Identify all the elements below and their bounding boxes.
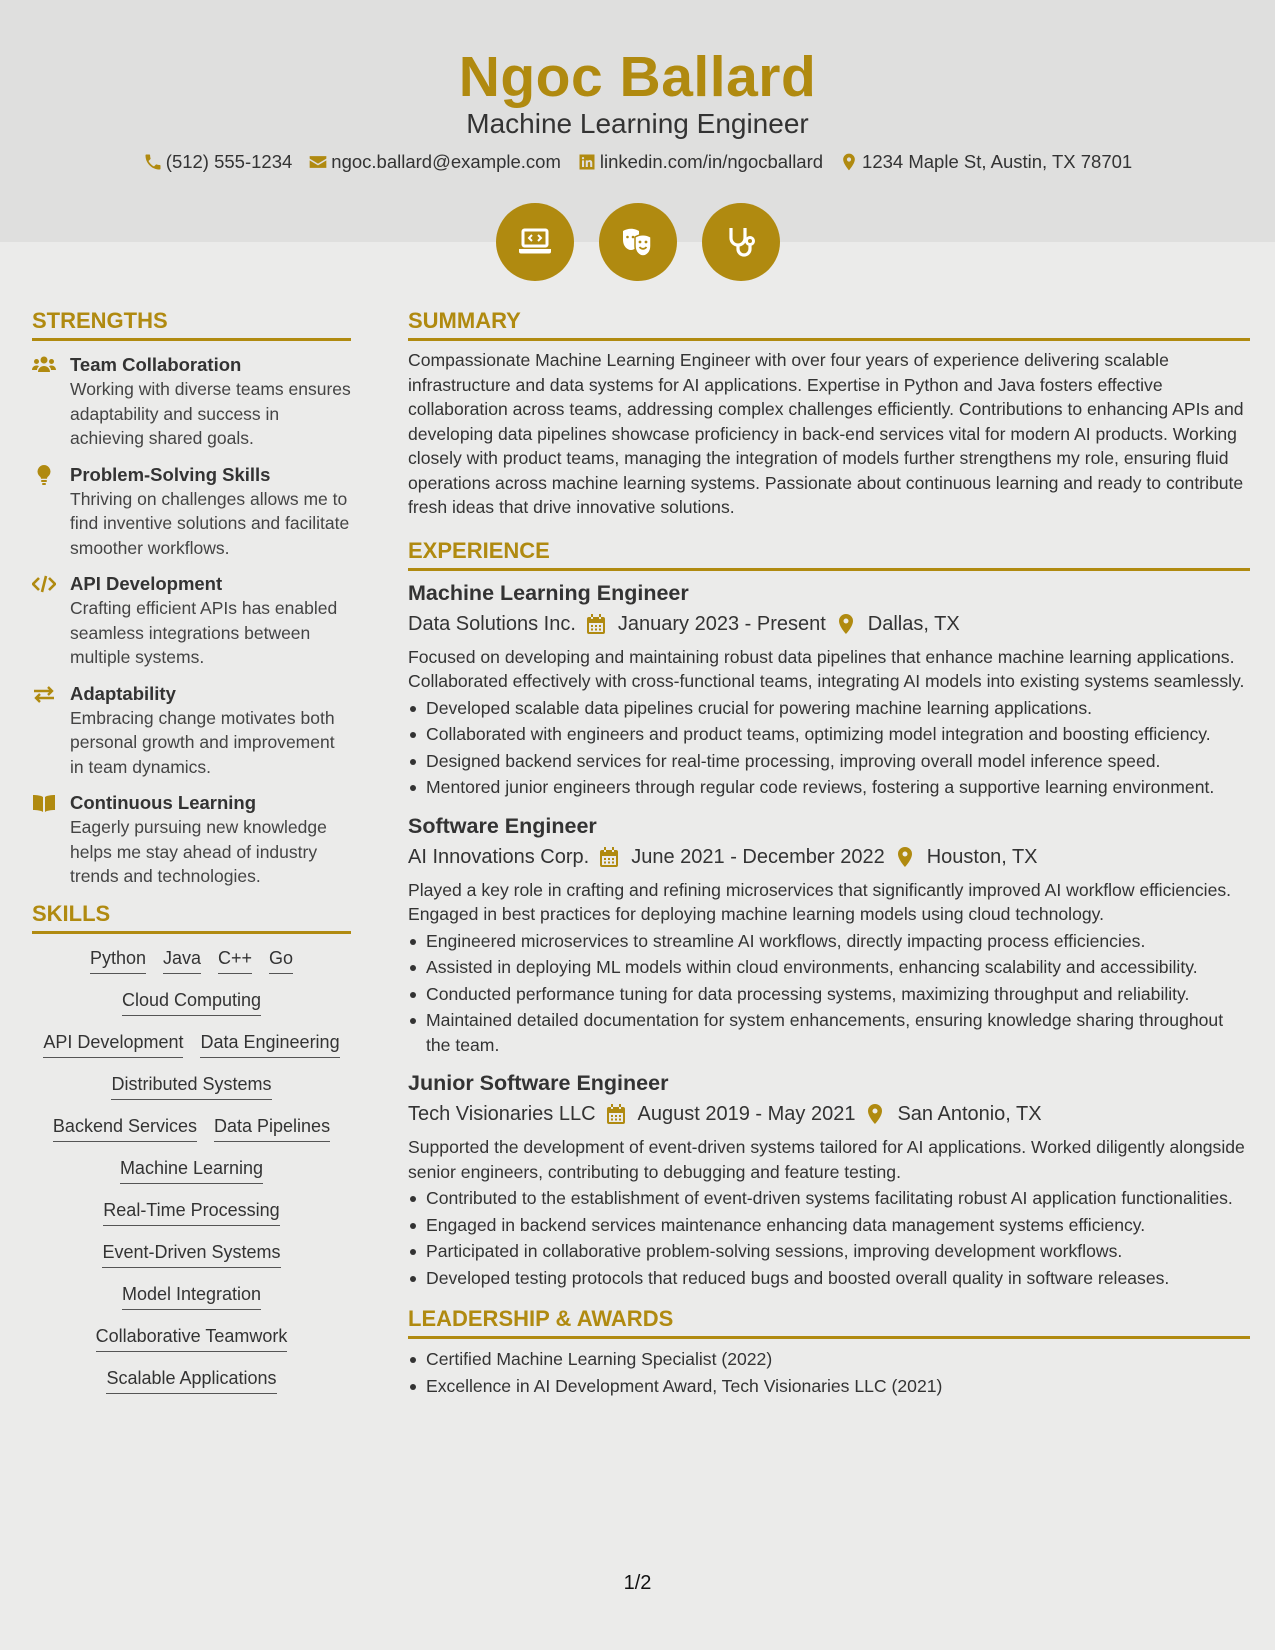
strength-name: Team Collaboration [70, 354, 242, 375]
strength-item [32, 682, 351, 780]
hobby-icons [0, 203, 1275, 281]
job-entry [408, 812, 1250, 1058]
strength-item [32, 791, 351, 889]
skill-tag: Data Pipelines [214, 1114, 330, 1142]
bullet-item: Contributed to the establishment of event-driven systems facilitating robust AI application functionalities. [408, 1186, 1250, 1211]
strength-item [32, 572, 351, 670]
contact-email[interactable] [308, 151, 561, 173]
job-company: AI Innovations Corp. [408, 845, 590, 868]
skills-title: SKILLS [32, 901, 351, 934]
map-pin-icon [865, 1103, 885, 1125]
bullet-item: Assisted in deploying ML models within cloud environments, enhancing scalability and accessibility. [408, 955, 1250, 980]
strength-desc: Eagerly pursuing new knowledge helps me stay ahead of industry trends and technologies. [70, 817, 327, 886]
job-company: Tech Visionaries LLC [408, 1103, 596, 1125]
users-icon [32, 355, 56, 375]
hobby-badge-laptop [496, 203, 574, 281]
job-meta [408, 844, 1250, 870]
skill-tag: Scalable Applications [106, 1366, 276, 1394]
bullet-item: Designed backend services for real-time processing, improving overall model inference speed. [408, 749, 1250, 774]
award-item: Certified Machine Learning Specialist (2022) [408, 1347, 1250, 1372]
job-dates: January 2023 - Present [617, 612, 826, 635]
strengths-list [32, 353, 351, 889]
job-description: Focused on developing and maintaining robust data pipelines that enhance machine learning applications. Collaborated effectively with cross-functional teams, integrating AI models into existing systems seamlessly. [408, 646, 1245, 691]
skill-row [32, 946, 351, 974]
strength-name: Continuous Learning [70, 792, 257, 813]
job-meta [408, 1101, 1250, 1127]
contact-linkedin-text: linkedin.com/in/ngocballard [599, 151, 824, 172]
theater-masks-icon [618, 222, 658, 262]
skill-tag: Cloud Computing [122, 988, 261, 1016]
skill-tag: Real-Time Processing [103, 1198, 279, 1226]
summary-title: SUMMARY [408, 308, 1250, 341]
skill-tag: Machine Learning [120, 1156, 263, 1184]
left-column [32, 308, 351, 1408]
skill-row [32, 1366, 351, 1394]
calendar-icon [586, 613, 606, 635]
awards-title: LEADERSHIP & AWARDS [408, 1306, 1250, 1339]
skill-tag: Distributed Systems [111, 1072, 271, 1100]
skill-tag: C++ [218, 946, 252, 974]
contact-address-text: 1234 Maple St, Austin, TX 78701 [862, 151, 1133, 172]
skill-tag: Collaborative Teamwork [96, 1324, 288, 1352]
candidate-name: Ngoc Ballard [458, 45, 817, 109]
strength-desc: Embracing change motivates both personal growth and improvement in team dynamics. [70, 707, 335, 777]
summary-text: Compassionate Machine Learning Engineer with over four years of experience delivering scalable infrastructure and data systems for AI applications. Expertise in Python and Java fosters effective collaboration across teams, addressing complex challenges efficiently. Contributions to enhancing APIs and developing data pipelines showcase proficiency in back-end services vital for modern AI products. Working closely with product teams, managing the integration of models further strengthens my role, ensuring fluid operations across machine learning systems. Passionate about continuous learning and ready to contribute fresh ideas that drive innovative solutions. [408, 350, 1244, 517]
strengths-title: STRENGTHS [32, 308, 351, 341]
job-bullets [408, 1186, 1250, 1290]
contact-linkedin[interactable] [577, 151, 823, 173]
skill-row [32, 1240, 351, 1268]
strength-desc: Crafting efficient APIs has enabled seamless integrations between multiple systems. [70, 598, 338, 667]
skill-tag: Event-Driven Systems [102, 1240, 280, 1268]
award-item: Excellence in AI Development Award, Tech Visionaries LLC (2021) [408, 1374, 1250, 1399]
skill-tag: Backend Services [53, 1114, 197, 1142]
lightbulb-icon [32, 465, 56, 485]
linkedin-icon [577, 152, 597, 172]
strength-name: Adaptability [70, 682, 176, 704]
job-company: Data Solutions Inc. [408, 612, 576, 635]
hobby-badge-stethoscope [702, 203, 780, 281]
skill-tag: Python [90, 946, 146, 974]
job-bullets [408, 929, 1250, 1058]
skill-tag: Go [269, 946, 293, 974]
job-role: Junior Software Engineer [408, 1071, 669, 1095]
map-pin-icon [836, 613, 856, 635]
job-dates: August 2019 - May 2021 [637, 1103, 856, 1125]
skill-row [32, 1324, 351, 1352]
right-column [408, 308, 1250, 1400]
skills-list [32, 946, 351, 1408]
job-role: Machine Learning Engineer [408, 580, 689, 605]
contact-address [839, 151, 1132, 173]
skill-row [32, 1114, 351, 1142]
envelope-icon [308, 152, 328, 172]
map-pin-icon [895, 846, 915, 868]
strength-name: Problem-Solving Skills [70, 463, 271, 485]
job-role: Software Engineer [408, 813, 597, 838]
experience-title: EXPERIENCE [408, 538, 1250, 571]
code-icon [32, 574, 56, 594]
skill-row [32, 1156, 351, 1184]
job-meta [408, 611, 1250, 637]
exchange-arrows-icon [32, 684, 56, 704]
strength-item [32, 353, 351, 451]
skill-tag: Model Integration [122, 1282, 261, 1310]
contact-phone-text: (512) 555-1234 [165, 151, 293, 172]
job-location: Houston, TX [926, 845, 1038, 868]
job-description: Supported the development of event-driven systems tailored for AI applications. Worked diligently alongside senior engineers, contributing to debugging and feature testing. [408, 1137, 1245, 1182]
bullet-item: Maintained detailed documentation for system enhancements, ensuring knowledge sharing throughout the team. [408, 1008, 1250, 1057]
job-location: San Antonio, TX [897, 1103, 1042, 1125]
bullet-item: Developed testing protocols that reduced bugs and boosted overall quality in software releases. [408, 1266, 1250, 1291]
bullet-item: Engaged in backend services maintenance enhancing data management systems efficiency. [408, 1213, 1250, 1238]
strength-desc: Thriving on challenges allows me to find inventive solutions and facilitate smoother workflows. [70, 488, 350, 558]
hobby-badge-theater [599, 203, 677, 281]
bullet-item: Mentored junior engineers through regular code reviews, fostering a supportive learning environment. [408, 775, 1250, 800]
skill-row [32, 1198, 351, 1226]
candidate-title: Machine Learning Engineer [466, 108, 809, 139]
calendar-icon [599, 846, 619, 868]
skill-row [32, 1282, 351, 1310]
skill-tag: Data Engineering [200, 1030, 339, 1058]
contact-phone[interactable] [143, 151, 293, 173]
skill-tag: API Development [43, 1030, 183, 1058]
bullet-item: Participated in collaborative problem-solving sessions, improving development workflows. [408, 1239, 1250, 1264]
bullet-item: Developed scalable data pipelines crucial for powering machine learning applications. [408, 696, 1250, 721]
phone-icon [143, 152, 163, 172]
job-entry [408, 1069, 1250, 1290]
bullet-item: Collaborated with engineers and product teams, optimizing model integration and boosting efficiency. [408, 722, 1250, 747]
job-location: Dallas, TX [867, 612, 960, 635]
job-bullets [408, 696, 1250, 800]
skill-row [32, 988, 351, 1016]
calendar-icon [606, 1103, 626, 1125]
bullet-item: Conducted performance tuning for data processing systems, maximizing throughput and reliability. [408, 982, 1250, 1007]
bullet-item: Engineered microservices to streamline AI workflows, directly impacting process efficiencies. [408, 929, 1250, 954]
skill-row [32, 1072, 351, 1100]
skill-row [32, 1030, 351, 1058]
contact-row [0, 151, 1275, 173]
job-description: Played a key role in crafting and refining microservices that significantly improved AI workflow efficiencies. Engaged in best practices for deploying machine learning models using cloud technology. [408, 879, 1232, 924]
contact-email-text: ngoc.ballard@example.com [331, 151, 561, 172]
stethoscope-icon [721, 222, 761, 262]
strength-desc: Working with diverse teams ensures adaptability and success in achieving shared goals. [70, 379, 351, 448]
awards-list [408, 1347, 1250, 1398]
book-open-icon [32, 793, 56, 813]
laptop-code-icon [515, 222, 555, 262]
skill-tag: Java [163, 946, 201, 974]
strength-item [32, 463, 351, 561]
job-entry [408, 579, 1250, 800]
map-pin-icon [839, 152, 859, 172]
job-dates: June 2021 - December 2022 [631, 845, 885, 868]
strength-name: API Development [70, 573, 223, 594]
page-number: 1/2 [623, 1572, 652, 1594]
